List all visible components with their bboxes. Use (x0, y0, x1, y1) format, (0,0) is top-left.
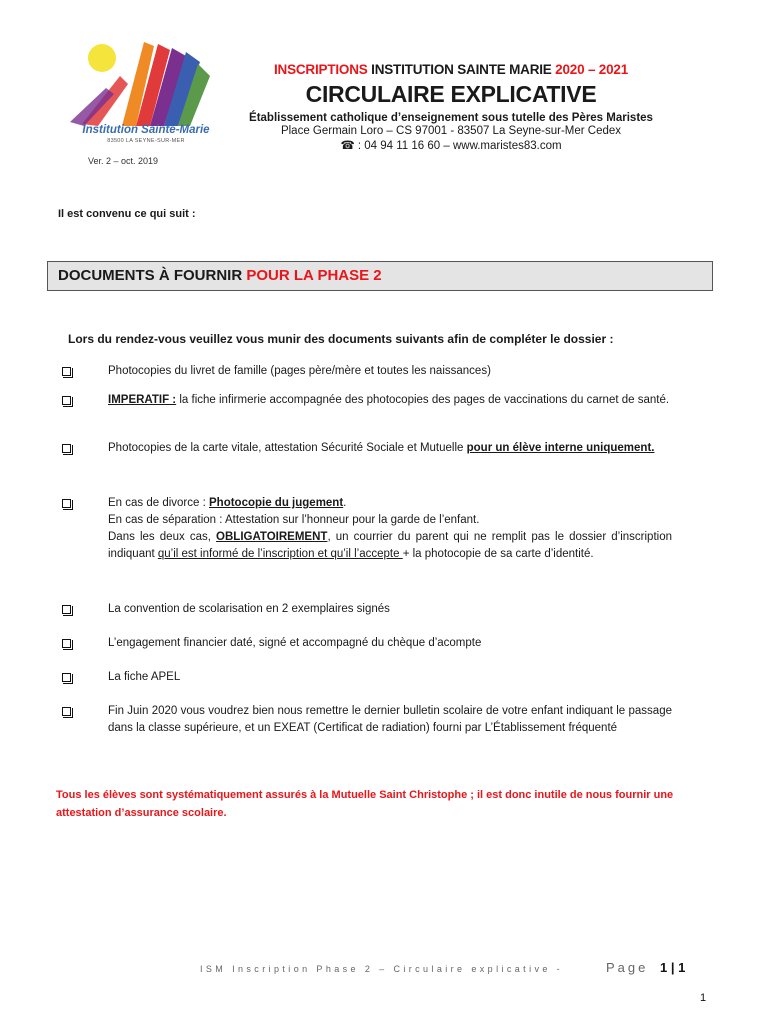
item-imperatif: IMPERATIF : (108, 394, 177, 406)
logo-graphic (62, 36, 232, 128)
footer-text: ISM Inscription Phase 2 – Circulaire explicative - (200, 964, 564, 974)
intro-text: Lors du rendez-vous veuillez vous munir des documents suivants afin de compléter le dossier : (68, 332, 614, 346)
item-text-bold: pour un élève interne uniquement. (466, 442, 655, 454)
checkbox-icon (62, 673, 71, 682)
header-phone (232, 138, 670, 152)
checkbox-icon (62, 707, 71, 716)
logo-city: 83500 LA SEYNE-SUR-MER (107, 138, 185, 144)
both-bold: OBLIGATOIREMENT (216, 531, 328, 543)
separation-line: En cas de séparation : Attestation sur l’honneur pour la garde de l’enfant. (108, 514, 480, 526)
checkbox-icon (62, 639, 71, 648)
item-text: La fiche APEL (108, 671, 181, 683)
title-institution: INSTITUTION SAINTE MARIE (367, 62, 556, 77)
checkbox-icon (62, 444, 71, 453)
page-title: CIRCULAIRE EXPLICATIVE (305, 81, 597, 107)
footer-page-word: Page (606, 960, 649, 975)
header-subtitle: Établissement catholique d’enseignement sous tutelle des Pères Maristes (249, 112, 653, 124)
both-underline: qu’il est informé de l’inscription et qu’il l’accepte (157, 548, 403, 560)
item-text (108, 440, 672, 457)
institution-logo (62, 36, 232, 148)
phone-icon: ☎ (340, 140, 355, 152)
item-text-rest: la fiche infirmerie accompagnée des photocopies des pages de vaccinations du carnet de santé. (176, 394, 670, 406)
section-title-red: POUR LA PHASE 2 (246, 267, 382, 284)
checkbox-icon (62, 499, 71, 508)
phone-text: : 04 94 11 16 60 – www.maristes83.com (354, 140, 562, 152)
footer-page-number: 1 | 1 (660, 960, 686, 975)
item-text: Photocopies du livret de famille (pages père/mère et toutes les naissances) (108, 365, 491, 377)
divorce-bold: Photocopie du jugement (209, 497, 344, 509)
checkbox-icon (62, 605, 71, 614)
item-text: L’engagement financier daté, signé et accompagné du chèque d’acompte (108, 637, 482, 649)
page-number-bottom: 1 (700, 992, 707, 1004)
insurance-notice: Tous les élèves sont systématiquement assurés à la Mutuelle Saint Christophe ; il est donc inutile de nous fournir une attestation d’assurance scolaire. (56, 789, 674, 819)
both-cases-line (108, 529, 672, 563)
header-address: Place Germain Loro – CS 97001 - 83507 La Seyne-sur-Mer Cedex (280, 125, 622, 137)
section-heading (47, 261, 713, 291)
version-label: Ver. 2 – oct. 2019 (88, 156, 159, 166)
title-year: 2020 – 2021 (555, 62, 629, 77)
divorce-line (108, 495, 672, 512)
both-b: , un courrier du parent qui ne remplit pas le dossier d’inscription indiquant (108, 531, 672, 560)
convenu-text: Il est convenu ce qui suit : (58, 208, 196, 220)
logo-name: Institution Sainte-Marie (82, 124, 210, 136)
item-text: La convention de scolarisation en 2 exemplaires signés (108, 603, 390, 615)
checkbox-icon (62, 367, 71, 376)
item-text: Fin Juin 2020 vous voudrez bien nous remettre le dernier bulletin scolaire de votre enfant indiquant le passage dans la classe supérieure, et un EXEAT (Certificat de radiation) fourni par L’Établissement fréquenté (108, 705, 672, 734)
both-c: + la photocopie de sa carte d’identité. (402, 548, 594, 560)
item-text (108, 392, 672, 409)
header-title-line (232, 62, 670, 77)
document-header (232, 62, 670, 152)
divorce-b: . (343, 497, 347, 509)
section-title-black: DOCUMENTS À FOURNIR (58, 267, 247, 284)
divorce-a: En cas de divorce : (108, 497, 209, 509)
checkbox-icon (62, 396, 71, 405)
both-a: Dans les deux cas, (108, 531, 217, 543)
title-inscriptions: INSCRIPTIONS (273, 62, 368, 77)
item-text (108, 495, 672, 563)
item-text-a: Photocopies de la carte vitale, attestation Sécurité Sociale et Mutuelle (108, 442, 467, 454)
